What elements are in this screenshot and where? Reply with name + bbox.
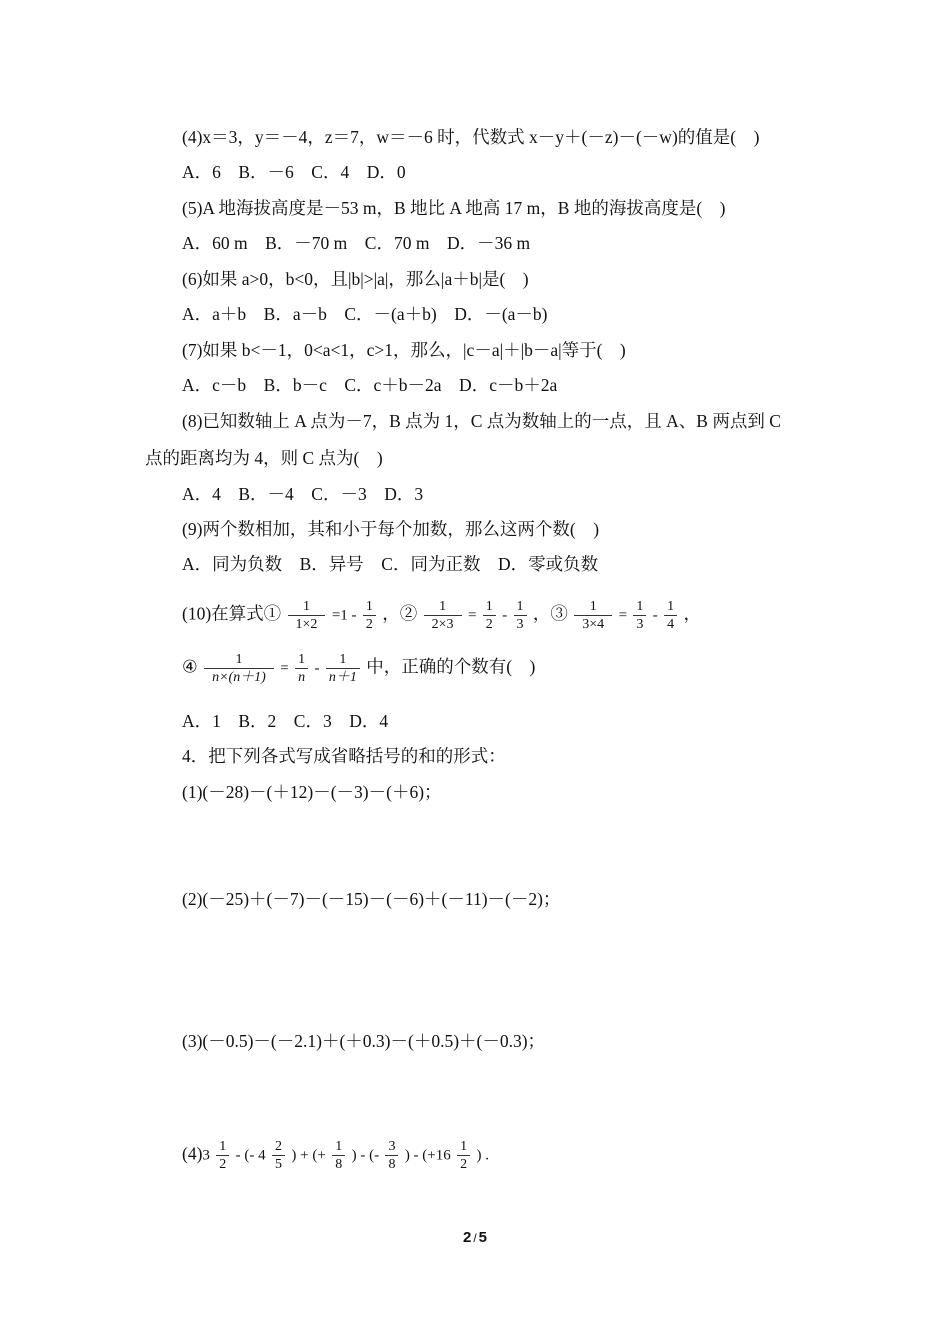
fraction: $\frac{1}{3}$ [514, 598, 527, 633]
fraction: $\frac{1}{2\times 3}$ [424, 598, 462, 633]
math-text: ) + (+ [291, 1147, 326, 1164]
problem-4-3: (3)(－0.5)－(－2.1)＋(＋0.3)－(＋0.5)＋(－0.3)； [182, 1031, 546, 1051]
page-separator: / [473, 1231, 477, 1245]
problem-4-title: 4．把下列各式写成省略括号的和的形式： [182, 746, 506, 766]
problem-4-2: (2)(－25)＋(－7)－(－15)－(－6)＋(－11)－(－2)； [182, 889, 561, 909]
fraction: $\frac{1}{n\times(n+1)}$ [204, 651, 274, 686]
math-text: ) - (+16 [404, 1147, 451, 1164]
question-7: (7)如果 b<－1，0<a<1，c>1，那么，|c－a|＋|b－a|等于( ) [182, 340, 626, 360]
math-text: 3 [202, 1147, 210, 1164]
question-8-options: A．4 B．－4 C．－3 D．3 [182, 484, 424, 504]
question-8-line2: 点的距离均为 4，则 C 点为( ) [145, 448, 383, 468]
fraction: $\frac{1}{2}$ [216, 1138, 229, 1173]
q10-suffix: 中，正确的个数有( ) [366, 656, 536, 677]
fraction: $\frac{1}{3}$ [633, 598, 646, 633]
page-total: 5 [478, 1229, 488, 1246]
math-text: = [280, 660, 289, 677]
question-10-options: A．1 B．2 C．3 D．4 [182, 711, 389, 731]
question-9: (9)两个数相加，其和小于每个加数，那么这两个数( ) [182, 519, 600, 539]
q10-prefix: (10)在算式① [182, 603, 282, 624]
math-text: ) - (- [351, 1147, 380, 1164]
question-10-line2 [182, 651, 535, 686]
math-text: - [652, 607, 658, 624]
q10-sep: ，② [382, 603, 418, 624]
question-5-options: A．60 m B．－70 m C．70 m D．－36 m [182, 233, 531, 253]
problem-4-4 [182, 1138, 489, 1173]
fraction: $\frac{1}{4}$ [664, 598, 677, 633]
question-5: (5)A 地海拔高度是－53 m，B 地比 A 地高 17 m，B 地的海拔高度是( ) [182, 198, 726, 218]
question-6: (6)如果 a>0，b<0，且|b|>|a|，那么|a＋b|是( ) [182, 269, 529, 289]
q10-sep: ， [683, 603, 702, 624]
math-text: - (- 4 [235, 1147, 266, 1164]
math-text: = [467, 607, 477, 624]
page-number [0, 1229, 950, 1246]
fraction: $\frac{1}{2}$ [483, 598, 496, 633]
fraction: $\frac{3}{8}$ [385, 1138, 398, 1173]
fraction: $\frac{1}{3\times 4}$ [574, 598, 612, 633]
fraction: $\frac{2}{5}$ [272, 1138, 285, 1173]
question-9-options: A．同为负数 B．异号 C．同为正数 D．零或负数 [182, 554, 599, 574]
fraction: $\frac{1}{1\times 2}$ [288, 598, 326, 633]
q10-sep: ，③ [532, 603, 568, 624]
question-4-options: A．6 B．－6 C．4 D．0 [182, 162, 406, 182]
math-text: =1 - [331, 607, 357, 624]
fraction: $\frac{1}{2}$ [363, 598, 376, 633]
math-text: = [618, 607, 628, 624]
math-text: - [502, 607, 508, 624]
fraction: $\frac{1}{2}$ [457, 1138, 470, 1173]
math-text: ) . [476, 1147, 490, 1164]
question-8-line1: (8)已知数轴上 A 点为－7，B 点为 1，C 点为数轴上的一点，且 A、B 两点到 C [182, 411, 781, 431]
p4-4-label: (4) [182, 1143, 203, 1164]
math-text: - [314, 660, 320, 677]
fraction: $\frac{1}{8}$ [332, 1138, 345, 1173]
question-6-options: A．a＋b B．a－b C．－(a＋b) D．－(a－b) [182, 304, 548, 324]
q10-item-4: ④ [182, 656, 198, 677]
fraction: $\frac{1}{n}$ [295, 651, 308, 686]
question-4: (4)x＝3，y＝－4，z＝7，w＝－6 时，代数式 x－y＋(－z)－(－w)的值是( ) [182, 127, 760, 147]
page-current: 2 [462, 1229, 472, 1246]
question-7-options: A．c－b B．b－c C．c＋b－2a D．c－b＋2a [182, 375, 558, 395]
fraction: $\frac{1}{n+1}$ [326, 651, 360, 686]
question-10-line1 [182, 598, 701, 633]
problem-4-1: (1)(－28)－(＋12)－(－3)－(＋6)； [182, 782, 442, 802]
